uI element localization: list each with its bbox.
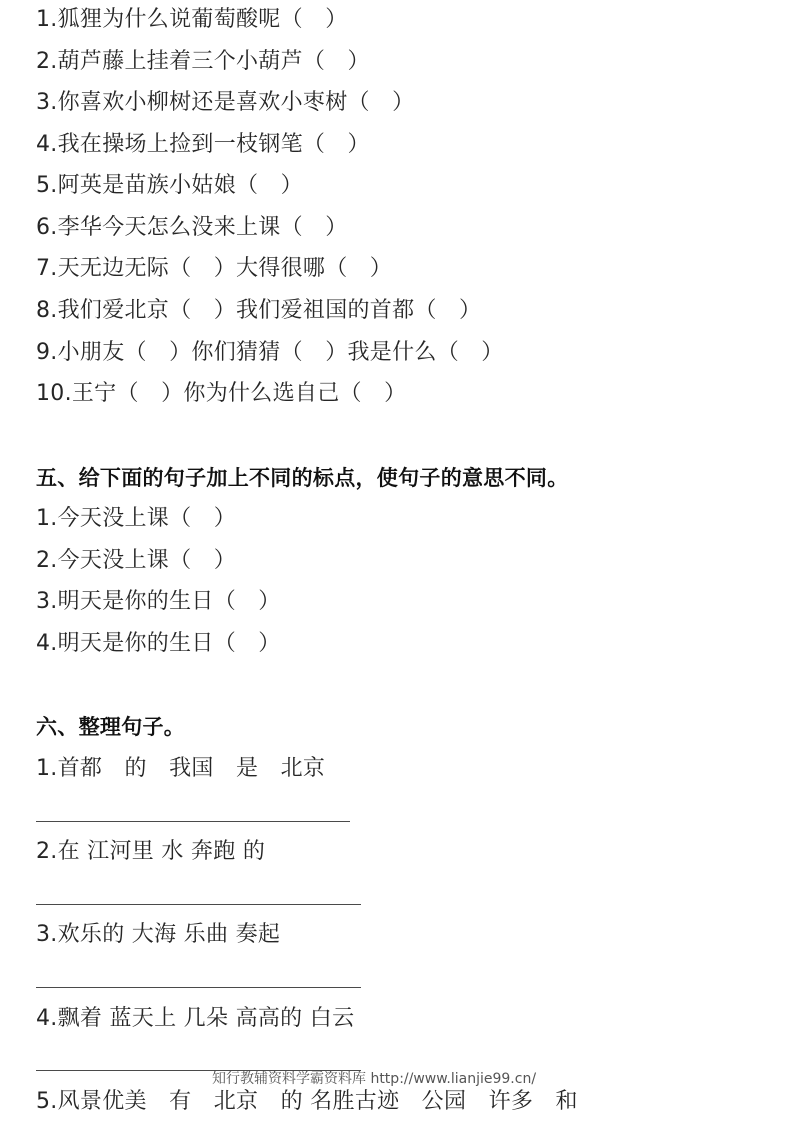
s6-item-1: 1.首都 的 我国 是 北京 [36,756,326,781]
s4-item-6: 6.李华今天怎么没来上课（ ） [36,215,348,240]
s6-answer-line-1[interactable] [36,821,350,822]
s5-item-1: 1.今天没上课（ ） [36,506,236,531]
s4-item-8: 8.我们爱北京（ ）我们爱祖国的首都（ ） [36,298,482,323]
s4-item-4: 4.我在操场上捡到一枝钢笔（ ） [36,132,370,157]
section5-title: 五、给下面的句子加上不同的标点，使句子的意思不同。 [36,466,569,490]
s6-answer-line-3[interactable] [36,987,361,988]
s5-item-2: 2.今天没上课（ ） [36,548,236,573]
s4-item-3: 3.你喜欢小柳树还是喜欢小枣树（ ） [36,90,415,115]
s4-item-9: 9.小朋友（ ）你们猜猜（ ）我是什么（ ） [36,340,504,365]
s6-item-4: 4.飘着 蓝天上 几朵 高高的 白云 [36,1006,355,1031]
s5-item-4: 4.明天是你的生日（ ） [36,631,281,656]
s5-item-3: 3.明天是你的生日（ ） [36,589,281,614]
s4-item-2: 2.葫芦藤上挂着三个小葫芦（ ） [36,49,370,74]
s4-item-10: 10.王宁（ ）你为什么选自己（ ） [36,381,407,406]
s6-item-3: 3.欢乐的 大海 乐曲 奏起 [36,922,281,947]
s4-item-5: 5.阿英是苗族小姑娘（ ） [36,173,303,198]
watermark-text: 知行教辅资料学霸资料库 http://www.lianjie99.cn/ [212,1071,537,1087]
s6-item-2: 2.在 江河里 水 奔跑 的 [36,839,266,864]
s4-item-1: 1.狐狸为什么说葡萄酸呢（ ） [36,7,348,32]
section6-title: 六、整理句子。 [36,715,186,739]
s6-item-5: 5.风景优美 有 北京 的 名胜古迹 公园 许多 和 [36,1089,578,1114]
s6-answer-line-2[interactable] [36,904,361,905]
s4-item-7: 7.天无边无际（ ）大得很哪（ ） [36,256,393,281]
